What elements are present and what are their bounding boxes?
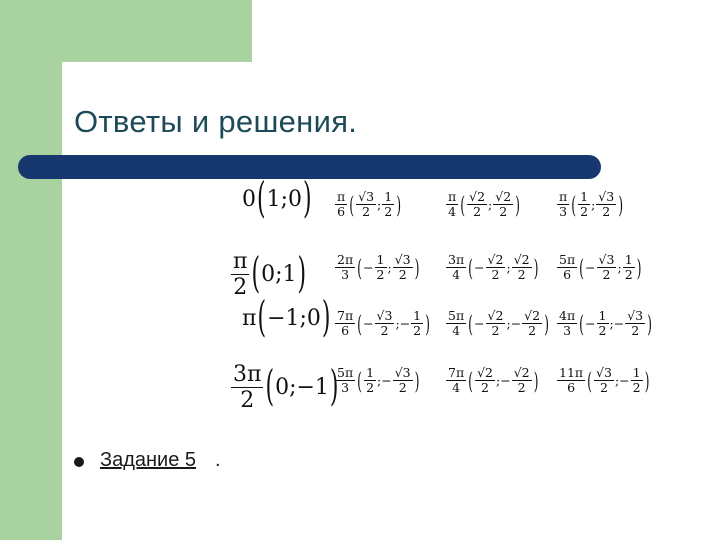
coordinate	[307, 305, 321, 330]
fraction	[486, 309, 506, 339]
fraction	[364, 366, 376, 396]
fraction-denominator: 2	[602, 267, 611, 283]
close-paren: )	[425, 309, 431, 339]
fraction	[335, 190, 347, 220]
coordinate-sign: −	[474, 316, 485, 332]
coordinate	[355, 189, 377, 220]
fraction-numerator: √2	[524, 308, 541, 323]
fraction-numerator: √3	[358, 189, 375, 204]
coordinate	[399, 308, 424, 339]
coordinate	[595, 189, 617, 220]
fraction-numerator: √3	[627, 308, 644, 323]
close-paren: )	[647, 309, 653, 339]
coordinate	[511, 252, 533, 283]
open-paren: (	[468, 309, 474, 339]
coordinate-separator: ;	[617, 260, 622, 276]
angle-value: π	[242, 305, 257, 331]
close-paren: )	[618, 190, 624, 220]
fraction	[594, 366, 614, 396]
fraction-numerator: 1	[580, 189, 589, 204]
coordinate	[363, 365, 377, 396]
fraction-denominator: 2	[376, 267, 385, 283]
coordinate	[392, 252, 414, 283]
answer-cell	[334, 366, 421, 396]
coordinate	[585, 252, 617, 283]
fraction-denominator: 2	[384, 204, 393, 220]
fraction-numerator: √2	[513, 365, 530, 380]
answer-cell	[445, 190, 521, 220]
coordinate-separator: ;	[395, 316, 400, 332]
open-paren: (	[460, 190, 466, 220]
angle-value: 0	[242, 186, 256, 212]
fraction	[375, 309, 395, 339]
coordinate	[474, 365, 496, 396]
open-paren: (	[265, 364, 275, 412]
fraction-numerator: √3	[596, 365, 612, 380]
coordinate	[619, 365, 643, 396]
fraction	[393, 253, 413, 283]
answer-cell	[334, 309, 431, 339]
coordinate	[613, 308, 646, 339]
fraction-denominator: 3	[341, 380, 350, 396]
coordinate-separator: ;	[377, 197, 382, 213]
coordinate-value: 0	[306, 305, 321, 331]
coordinate-separator: ;	[289, 375, 297, 401]
coordinate	[474, 252, 506, 283]
fraction-numerator: √2	[487, 252, 504, 267]
close-paren: )	[414, 253, 420, 283]
fraction	[578, 190, 590, 220]
fraction-numerator: 1	[413, 308, 422, 323]
close-paren: )	[544, 309, 549, 339]
fraction-numerator: 3π	[448, 252, 465, 267]
fraction-denominator: 6	[341, 323, 350, 339]
close-paren: )	[533, 253, 539, 283]
coordinate-value: 1	[266, 186, 281, 212]
coordinate-sign: −	[500, 373, 511, 389]
coordinate	[288, 186, 302, 211]
fraction-numerator: 1	[384, 189, 393, 204]
coordinate	[363, 252, 387, 283]
fraction	[231, 362, 263, 414]
coordinate-value: 0	[288, 186, 303, 212]
fraction	[393, 366, 413, 396]
fraction-numerator: 1	[632, 365, 641, 380]
coordinate	[275, 375, 289, 400]
fraction	[446, 253, 466, 283]
fraction-numerator: 11π	[559, 365, 584, 380]
coordinate	[282, 262, 296, 287]
fraction	[446, 366, 466, 396]
fraction-denominator: 2	[624, 267, 633, 283]
fraction-numerator: π	[233, 249, 248, 274]
fraction-numerator: π	[559, 189, 568, 204]
fraction-numerator: 5π	[448, 308, 465, 323]
fraction	[382, 190, 394, 220]
fraction	[625, 309, 645, 339]
coordinate-separator: ;	[377, 373, 382, 389]
fraction	[475, 366, 495, 396]
open-paren: (	[468, 253, 474, 283]
fraction-numerator: π	[448, 189, 457, 204]
fraction-numerator: 1	[376, 252, 385, 267]
fraction-denominator: 2	[233, 275, 248, 301]
fraction-denominator: 2	[481, 380, 489, 396]
fraction-denominator: 2	[528, 323, 537, 339]
fraction-numerator: 7π	[337, 308, 354, 323]
fraction-numerator: π	[337, 189, 346, 204]
fraction-denominator: 2	[600, 380, 608, 396]
answer-cell	[445, 253, 540, 283]
answer-cell	[242, 294, 332, 342]
fraction	[486, 253, 506, 283]
fraction	[557, 366, 585, 396]
fraction-numerator: 4π	[559, 308, 576, 323]
fraction-denominator: 3	[559, 204, 568, 220]
coordinate-sign: −	[619, 373, 630, 389]
coordinate-sign: −	[363, 316, 374, 332]
open-paren: (	[587, 366, 593, 396]
coordinate-sign: −	[363, 260, 374, 276]
fraction	[335, 253, 355, 283]
fraction	[467, 190, 487, 220]
task-5-link[interactable]: Задание 5	[100, 449, 197, 471]
coordinate	[492, 189, 514, 220]
fraction-denominator: 6	[563, 267, 572, 283]
fraction-numerator: √3	[376, 308, 393, 323]
coordinate-sign: −	[613, 316, 625, 332]
fraction-denominator: 4	[452, 267, 461, 283]
coordinate-sign: −	[585, 316, 596, 332]
coordinate-separator: ;	[506, 260, 511, 276]
fraction-denominator: 2	[580, 204, 589, 220]
coordinate	[466, 189, 488, 220]
fraction	[631, 366, 643, 396]
fraction-numerator: 5π	[559, 252, 576, 267]
fraction	[335, 309, 355, 339]
coordinate-value: 0	[275, 375, 290, 401]
answer-cell	[230, 362, 340, 414]
decor-left-band	[0, 0, 62, 540]
coordinate	[622, 252, 636, 283]
fraction-numerator: √2	[477, 365, 493, 380]
task-5-period: .	[215, 449, 221, 471]
fraction-denominator: 2	[362, 204, 371, 220]
fraction-numerator: 7π	[448, 365, 465, 380]
fraction	[597, 253, 617, 283]
open-paren: (	[257, 294, 267, 342]
fraction	[512, 366, 532, 396]
open-paren: (	[571, 190, 577, 220]
fraction-numerator: 1	[366, 365, 375, 380]
coordinate-sign: −	[399, 316, 411, 332]
close-paren: )	[414, 366, 420, 396]
coordinate-separator: ;	[280, 186, 289, 212]
fraction	[522, 309, 542, 339]
answer-cell	[556, 253, 643, 283]
coordinate	[500, 365, 532, 396]
fraction	[597, 309, 609, 339]
open-paren: (	[251, 251, 261, 299]
fraction-denominator: 2	[517, 380, 526, 396]
open-paren: (	[357, 309, 363, 339]
fraction-denominator: 2	[598, 323, 607, 339]
fraction	[512, 253, 532, 283]
coordinate-separator: ;	[609, 316, 614, 332]
fraction-numerator: √2	[513, 252, 530, 267]
fraction-numerator: √3	[598, 189, 615, 204]
coordinate	[267, 186, 281, 211]
coordinate-separator: ;	[495, 373, 501, 389]
close-paren: )	[636, 253, 642, 283]
fraction	[557, 253, 577, 283]
coordinate	[267, 305, 299, 330]
fraction	[375, 253, 387, 283]
close-paren: )	[303, 175, 312, 223]
coordinate	[577, 189, 591, 220]
fraction-denominator: 2	[631, 323, 640, 339]
coordinate-separator: ;	[614, 373, 620, 389]
fraction-denominator: 4	[452, 323, 461, 339]
answer-cell	[556, 366, 650, 396]
fraction-numerator: √3	[394, 252, 411, 267]
coordinate	[381, 189, 395, 220]
answer-cell	[445, 309, 550, 339]
answer-cell	[556, 190, 624, 220]
fraction	[231, 249, 249, 301]
fraction-denominator: 6	[337, 204, 346, 220]
open-paren: (	[579, 253, 585, 283]
close-paren: )	[297, 251, 307, 299]
coordinate-separator: ;	[299, 305, 307, 331]
close-paren: )	[644, 366, 650, 396]
fraction-denominator: 2	[632, 380, 641, 396]
fraction-denominator: 3	[563, 323, 572, 339]
fraction	[493, 190, 513, 220]
fraction-numerator: √2	[495, 189, 512, 204]
answer-cell	[334, 190, 402, 220]
open-paren: (	[349, 190, 355, 220]
fraction-denominator: 2	[380, 323, 389, 339]
fraction	[446, 190, 458, 220]
coordinate-sign: −	[510, 316, 522, 332]
fraction	[356, 190, 376, 220]
coordinate-separator: ;	[591, 197, 596, 213]
coordinate	[296, 375, 328, 400]
coordinate-value: −1	[267, 305, 300, 331]
coordinate-sign: −	[381, 373, 392, 389]
close-paren: )	[321, 294, 331, 342]
fraction-numerator: √2	[469, 189, 486, 204]
coordinate	[261, 262, 275, 287]
fraction-denominator: 2	[240, 388, 255, 414]
fraction-denominator: 4	[448, 204, 457, 220]
coordinate	[474, 308, 506, 339]
fraction-denominator: 4	[452, 380, 461, 396]
answer-cell	[556, 309, 653, 339]
fraction-numerator: 1	[624, 252, 633, 267]
fraction	[623, 253, 635, 283]
close-paren: )	[533, 366, 539, 396]
fraction	[411, 309, 423, 339]
coordinate-separator: ;	[387, 260, 392, 276]
fraction-denominator: 2	[473, 204, 482, 220]
fraction-numerator: √3	[598, 252, 615, 267]
fraction	[557, 309, 577, 339]
answer-cell	[230, 249, 307, 301]
fraction-numerator: 3π	[233, 362, 262, 387]
close-paren: )	[329, 364, 339, 412]
fraction-denominator: 2	[517, 267, 526, 283]
coordinate	[363, 308, 395, 339]
coordinate-value: −1	[296, 375, 329, 401]
open-paren: (	[357, 253, 363, 283]
close-paren: )	[515, 190, 521, 220]
bullet-icon	[74, 457, 84, 467]
coordinate	[381, 365, 413, 396]
coordinate-separator: ;	[488, 197, 493, 213]
fraction	[335, 366, 355, 396]
answer-cell	[334, 253, 421, 283]
fraction-numerator: √3	[394, 365, 411, 380]
coordinate-separator: ;	[506, 316, 511, 332]
fraction-numerator: √2	[487, 308, 504, 323]
coordinate-separator: ;	[275, 262, 283, 288]
coordinate-value: 0	[261, 262, 276, 288]
fraction-denominator: 3	[341, 267, 350, 283]
open-paren: (	[468, 366, 474, 396]
coordinate-sign: −	[474, 260, 485, 276]
coordinate	[593, 365, 615, 396]
open-paren: (	[579, 309, 585, 339]
fraction	[446, 309, 466, 339]
coordinate-value: 1	[282, 262, 297, 288]
fraction-denominator: 6	[567, 380, 576, 396]
fraction-denominator: 2	[499, 204, 508, 220]
fraction-denominator: 2	[491, 267, 500, 283]
close-paren: )	[396, 190, 402, 220]
fraction-denominator: 2	[491, 323, 500, 339]
fraction-denominator: 2	[398, 380, 407, 396]
fraction-denominator: 2	[366, 380, 375, 396]
fraction-numerator: 1	[598, 308, 607, 323]
coordinate	[585, 308, 609, 339]
fraction	[557, 190, 569, 220]
coordinate	[510, 308, 543, 339]
fraction-denominator: 2	[602, 204, 611, 220]
answer-cell	[445, 366, 540, 396]
fraction-denominator: 2	[413, 323, 422, 339]
fraction	[596, 190, 616, 220]
fraction-denominator: 2	[398, 267, 407, 283]
fraction-numerator: 5π	[337, 365, 354, 380]
open-paren: (	[257, 175, 266, 223]
open-paren: (	[357, 366, 363, 396]
fraction-numerator: 2π	[337, 252, 354, 267]
answer-cell	[242, 175, 313, 223]
coordinate-sign: −	[585, 260, 596, 276]
slide-title: Ответы и решения.	[74, 104, 358, 139]
